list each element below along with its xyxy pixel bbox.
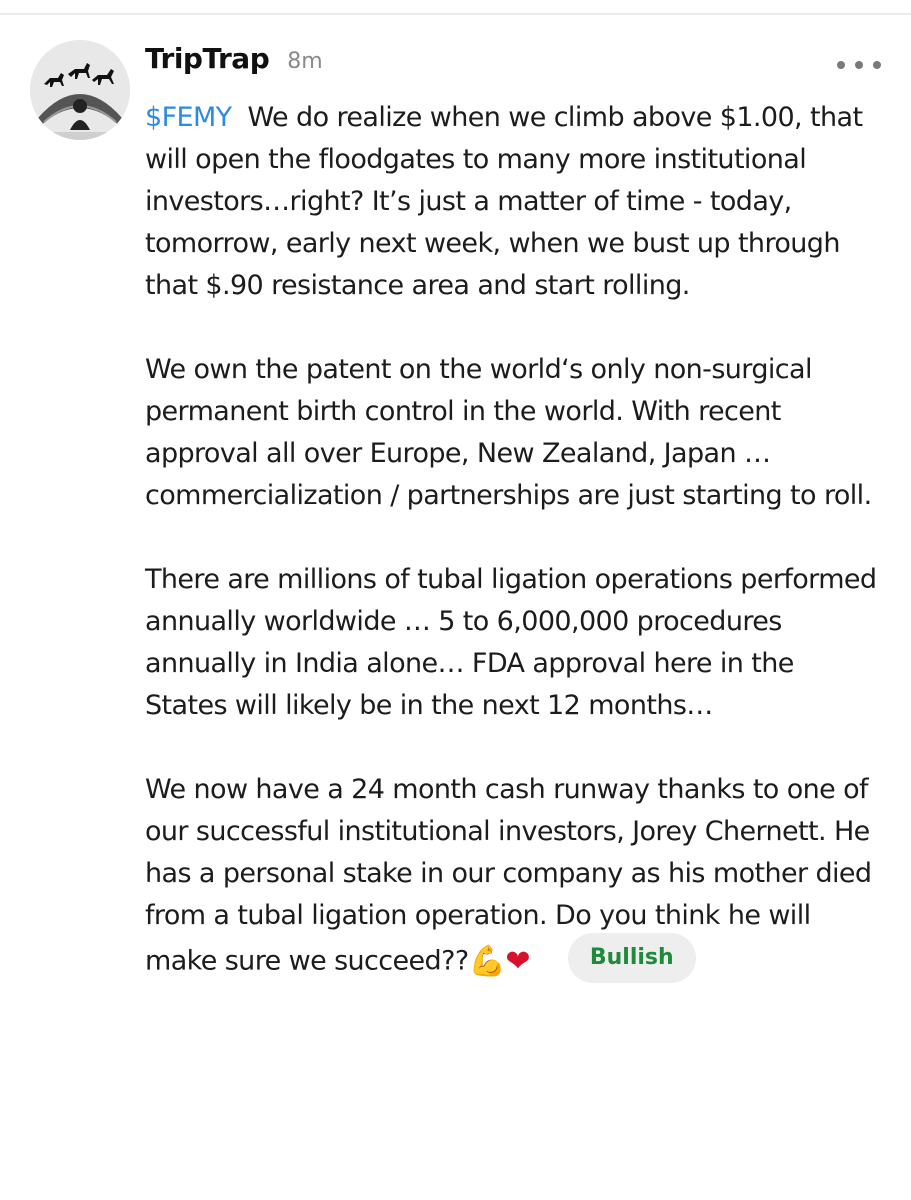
paragraph-1 — [145, 97, 880, 307]
post-card — [0, 15, 911, 1200]
more-dots-icon — [873, 61, 881, 69]
paragraph-4 — [145, 769, 880, 987]
paragraph-1-text: We do realize when we climb above $1.00, that will open the floodgates to many more institutional investors…right? It’s just a matter of time - today, tomorrow, early next week, when we bust up through that $.90 resistance area and start rolling. — [145, 102, 863, 301]
paragraph-3: There are millions of tubal ligation operations performed annually worldwide … 5 to 6,000,000 procedures annually in India alone… FDA approval here in the States will likely be in the next 12 months… — [145, 564, 877, 721]
paragraph-4-text: We now have a 24 month cash runway thanks to one of our successful institutional investors, Jorey Chernett. He has a personal stake in our company as his mother died from a tubal ligation operation. Do you think he will make sure we succeed?? — [145, 774, 872, 977]
post-body — [145, 97, 880, 1029]
muscle-emoji-icon: 💪 — [468, 944, 506, 979]
sentiment-badge[interactable]: Bullish — [568, 933, 696, 983]
paragraph-2: We own the patent on the world‘s only non-surgical permanent birth control in the world. With recent approval all over Europe, New Zealand, Japan …commercialization / partnerships are just starting to roll. — [145, 354, 872, 511]
more-dots-icon — [837, 61, 845, 69]
heart-emoji-icon: ❤ — [505, 944, 530, 979]
username[interactable]: TripTrap — [145, 42, 270, 75]
goats-avatar-icon — [30, 40, 130, 140]
more-options-button[interactable] — [837, 53, 881, 77]
ticker-link[interactable]: $FEMY — [145, 102, 232, 133]
post-header — [145, 42, 323, 82]
more-dots-icon — [855, 61, 863, 69]
timestamp: 8m — [287, 49, 323, 74]
avatar[interactable] — [30, 40, 130, 140]
